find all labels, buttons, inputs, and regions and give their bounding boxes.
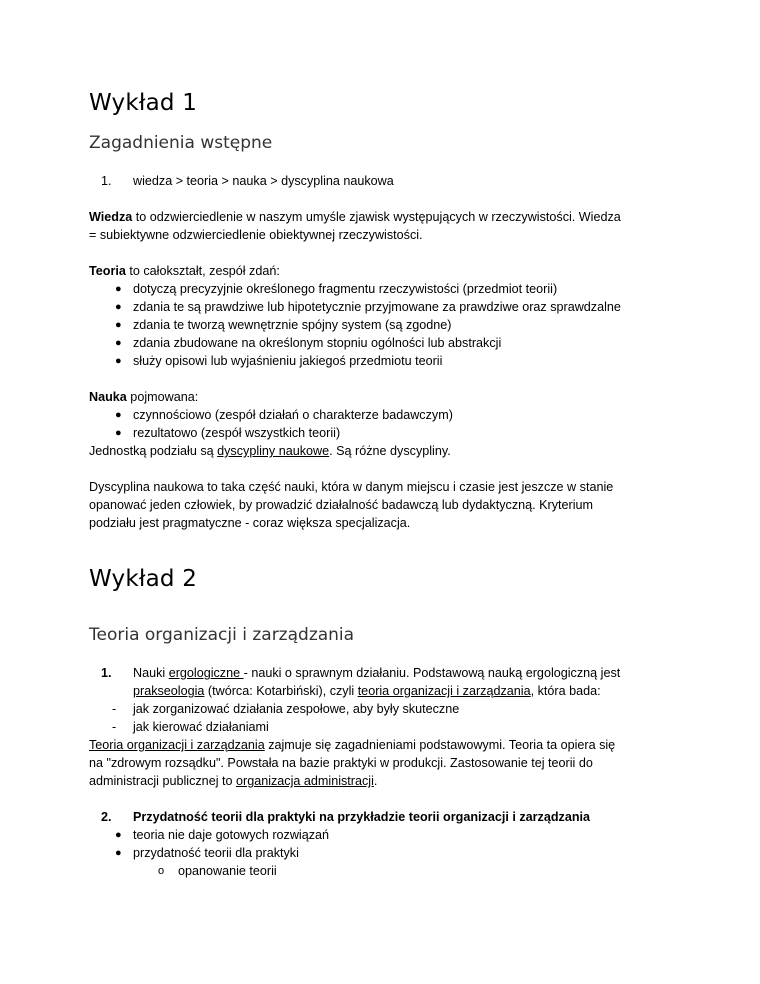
paragraph-line — [89, 736, 615, 754]
text: Nauki — [133, 666, 169, 680]
bullet-icon: ● — [115, 829, 122, 841]
paragraph-jednostka — [89, 442, 451, 460]
list-item: jak kierować działaniami — [133, 720, 269, 734]
list-item: zdania zbudowane na określonym stopniu ogólności lub abstrakcji — [133, 336, 502, 350]
text: zajmuje się zagadnieniami podstawowymi. Teoria ta opiera się — [264, 738, 616, 752]
dash-marker: - — [112, 720, 117, 734]
paragraph-line: = subiektywne odzwierciedlenie obiektywnej rzeczywistości. — [89, 228, 423, 242]
term-teoria: Teoria — [89, 264, 126, 278]
text: administracji publicznej to — [89, 774, 236, 788]
list-item-continuation — [133, 682, 601, 700]
text: to odzwierciedlenie w naszym umyśle zjawisk występujących w rzeczywistości. Wiedza — [132, 210, 621, 224]
dash-marker: - — [112, 702, 117, 716]
list-item: wiedza > teoria > nauka > dyscyplina naukowa — [133, 174, 394, 188]
term-wiedza: Wiedza — [89, 210, 133, 224]
underlined-term: dyscypliny naukowe — [217, 444, 330, 458]
paragraph-line: opanować jeden człowiek, by prowadzić działalność badawczą lub dydaktyczną. Kryterium — [89, 498, 594, 512]
list-number: 2. — [101, 810, 112, 824]
sub-list-item: opanowanie teorii — [178, 864, 277, 878]
bullet-icon: ● — [115, 301, 122, 313]
list-item: przydatność teorii dla praktyki — [133, 846, 299, 860]
list-item: zdania te tworzą wewnętrznie spójny system (są zgodne) — [133, 318, 452, 332]
list-item — [133, 664, 620, 682]
sub-bullet-icon: o — [158, 865, 165, 877]
list-item: rezultatowo (zespół wszystkich teorii) — [133, 426, 341, 440]
paragraph-line: na "zdrowym rozsądku". Powstała na bazie praktyki w produkcji. Zastosowanie tej teorii do — [89, 756, 593, 770]
text: Jednostką podziału są — [89, 444, 218, 458]
text: . Są różne dyscypliny. — [329, 444, 451, 458]
list-item: czynnościowo (zespół działań o charakterze badawczym) — [133, 408, 453, 422]
text: (twórca: Kotarbiński), czyli — [204, 684, 358, 698]
paragraph-line: podziału jest pragmatyczne - coraz większa specjalizacja. — [89, 516, 411, 530]
subheading-zagadnienia: Zagadnienia wstępne — [89, 133, 273, 153]
list-item: służy opisowi lub wyjaśnieniu jakiegoś przedmiotu teorii — [133, 354, 443, 368]
list-item: dotyczą precyzyjnie określonego fragmentu rzeczywistości (przedmiot teorii) — [133, 282, 558, 296]
underlined-term: ergologiczne — [168, 666, 244, 680]
heading-wyklad-1: Wykład 1 — [89, 90, 198, 116]
underlined-term: Teoria organizacji i zarządzania — [89, 738, 265, 752]
bullet-icon: ● — [115, 427, 122, 439]
list-item: jak zorganizować działania zespołowe, aby były skuteczne — [133, 702, 460, 716]
list-item: teoria nie daje gotowych rozwiązań — [133, 828, 330, 842]
list-number: 1. — [101, 666, 112, 680]
list-item: zdania te są prawdziwe lub hipotetycznie przyjmowane za prawdziwe oraz sprawdzalne — [133, 300, 621, 314]
bullet-icon: ● — [115, 319, 122, 331]
bullet-icon: ● — [115, 409, 122, 421]
term-nauka: Nauka — [89, 390, 127, 404]
bullet-icon: ● — [115, 847, 122, 859]
underlined-term: prakseologia — [133, 684, 205, 698]
text: pojmowana: — [126, 390, 199, 404]
paragraph-line: Dyscyplina naukowa to taka część nauki, która w danym miejscu i czasie jest jeszcze w stanie — [89, 480, 614, 494]
heading-wyklad-2: Wykład 2 — [89, 566, 198, 592]
paragraph-line — [89, 772, 377, 790]
bullet-icon: ● — [115, 337, 122, 349]
text: , która bada: — [530, 684, 601, 698]
subheading-teoria-organizacji: Teoria organizacji i zarządzania — [89, 625, 355, 645]
text: - nauki o sprawnym działaniu. Podstawową nauką ergologiczną jest — [243, 666, 621, 680]
paragraph-teoria — [89, 262, 280, 280]
bullet-icon: ● — [115, 283, 122, 295]
list-number: 1. — [101, 174, 112, 188]
underlined-term: organizacja administracji — [236, 774, 374, 788]
underlined-term: teoria organizacji i zarządzania — [357, 684, 531, 698]
paragraph-wiedza — [89, 208, 621, 226]
paragraph-nauka — [89, 388, 198, 406]
list-item-title: Przydatność teorii dla praktyki na przykładzie teorii organizacji i zarządzania — [133, 810, 591, 824]
text: to całokształt, zespół zdań: — [125, 264, 280, 278]
text: . — [373, 774, 378, 788]
bullet-icon: ● — [115, 355, 122, 367]
